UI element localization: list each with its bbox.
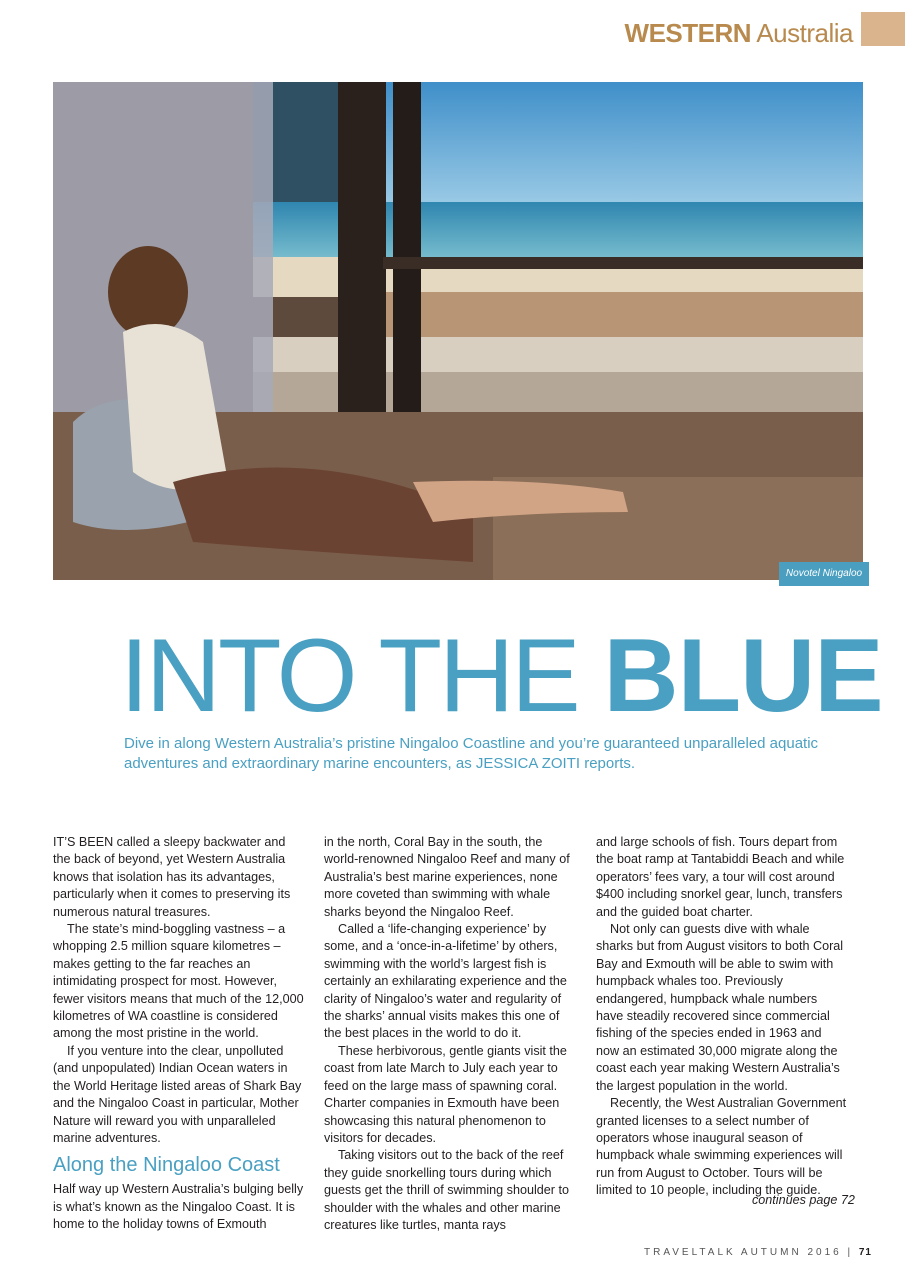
- paragraph: Recently, the West Australian Government granted licenses to a select number of operators whose inaugural season of humpback whale swimming experiences will run from August to October. Tours will be limited to 10 people, including the guide.: [596, 1096, 847, 1198]
- section-header: [625, 18, 853, 49]
- hero-photo: [53, 82, 863, 580]
- paragraph: and large schools of fish. Tours depart from the boat ramp at Tantabiddi Beach and while operators’ fees vary, a tour will cost around $400 including snorkel gear, lunch, transfers and the guided boat charter.: [596, 835, 845, 919]
- paragraph: These herbivorous, gentle giants visit the coast from late March to July each year to feed on the large mass of spawning coral. Charter companies in Exmouth have been showcasing this natural phenomenon to visitors for decades.: [324, 1043, 567, 1145]
- paragraph: Not only can guests dive with whale sharks but from August visitors to both Coral Bay and Exmouth will be able to swim with humpback whales too. Previously endangered, humpback whale numbers have steadily recovered since commercial fishing of the species ended in 1963 and now an estimated 30,000 migrate along the coast each year making Western Australia’s the largest population in the world.: [596, 922, 844, 1093]
- article-title: [120, 620, 883, 732]
- footer-text: TRAVELTALK AUTUMN 2016 |: [644, 1247, 859, 1258]
- standfirst: Dive in along Western Australia’s pristine Ningaloo Coastline and you’re guaranteed unparalleled aquatic adventures and extraordinary marine encounters, as JESSICA ZOITI reports.: [124, 735, 819, 772]
- paragraph: in the north, Coral Bay in the south, the world-renowned Ningaloo Reef and many of Australia’s best marine experiences, none more coveted than swimming with whale sharks beyond the Ningaloo Reef.: [324, 835, 570, 919]
- header-color-tab: [861, 12, 905, 46]
- continues-note: continues page 72: [752, 1193, 855, 1207]
- section-header-bold: WESTERN: [624, 18, 752, 48]
- paragraph: Taking visitors out to the back of the reef they guide snorkelling tours during which guests get the thrill of swimming shoulder to shoulder with the whales and other marine creatures like turtles, manta rays: [324, 1148, 569, 1232]
- paragraph: Called a ‘life-changing experience’ by some, and a ‘once-in-a-lifetime’ by others, swimming with the world’s largest fish is certainly an exhilarating experience and the clarity of Ningaloo’s water and regularity of the sharks’ annual visits makes this one of the best places in the world to do it.: [324, 922, 567, 1041]
- column-1: [53, 834, 305, 1234]
- paragraph: The state’s mind-boggling vastness – a whopping 2.5 million square kilometres – makes getting to the far reaches an intimidating prospect for most. However, fewer visitors means that much of the 12,000 kilometres of WA coastline is considered among the most pristine in the world.: [53, 922, 304, 1041]
- paragraph: IT’S BEEN called a sleepy backwater and the back of beyond, yet Western Australia knows that isolation has its advantages, particularly when it comes to preserving its numerous natural treasures.: [53, 835, 291, 919]
- title-bold: BLUE: [603, 618, 883, 734]
- page-number: 71: [858, 1247, 872, 1258]
- page-footer: [644, 1247, 872, 1258]
- column-3: [596, 834, 848, 1200]
- title-thin: INTO THE: [120, 618, 578, 734]
- paragraph: Half way up Western Australia’s bulging belly is what’s known as the Ningaloo Coast. It is home to the holiday towns of Exmouth: [53, 1182, 304, 1232]
- paragraph: If you venture into the clear, unpolluted (and unpopulated) Indian Ocean waters in the World Heritage listed areas of Shark Bay and the Ningaloo Coast in particular, Mother Nature will reward you with unparalleled marine adventures.: [53, 1043, 302, 1145]
- column-2: [324, 834, 576, 1234]
- subheading: Along the Ningaloo Coast: [53, 1154, 280, 1177]
- section-header-rest: Australia: [756, 18, 853, 48]
- photo-caption: Novotel Ningaloo: [779, 562, 869, 586]
